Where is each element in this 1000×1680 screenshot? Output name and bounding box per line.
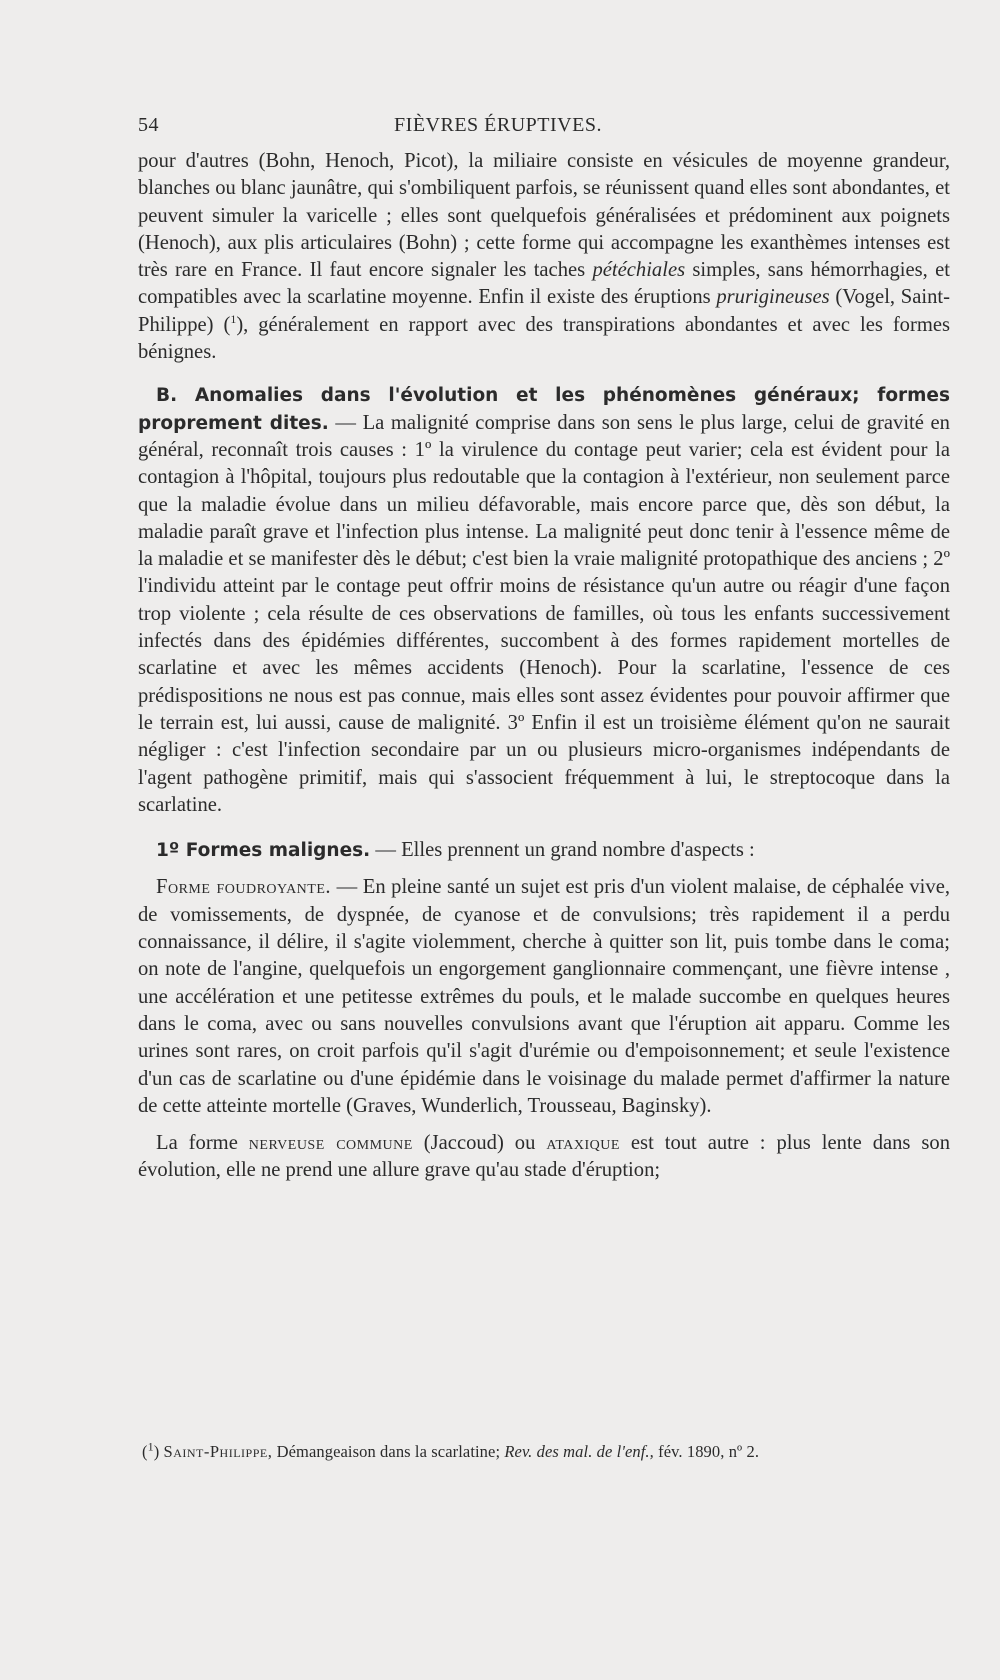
page-body	[138, 148, 950, 1185]
paragraph-forme-foudroyante	[138, 874, 950, 1120]
text-run: (Jaccoud) ou	[412, 1132, 547, 1155]
chapter-title: FIÈVRES ÉRUPTIVES.	[394, 114, 602, 136]
text-run: pour d'autres (Bohn, Henoch, Picot), la miliaire consiste en vésicules de moyenne grandeur, blanches ou blanc jaunâtre, qui s'ombiliquent parfois, se réunissent quand elles sont abondantes, et peuvent simuler la varicelle ; elles sont quelquefois généralisées et prédominent aux poignets (Henoch), aux plis articulaires (Bohn) ; cette forme qui accompagne les exanthèmes intenses est très rare en France. Il faut encore signaler les taches	[138, 150, 950, 282]
footnote: ($^1$) Saint-Philippe, Démangeaison dans la scarlatine; Rev. des mal. de l'enf., fév. 1890, nº 2.	[142, 1439, 760, 1461]
subsection-heading: 1º Formes malignes.	[156, 840, 371, 862]
footnote-ref[interactable]: 1	[230, 311, 237, 326]
paragraph-miliaire	[138, 148, 950, 366]
footnote-mark: 1	[147, 1439, 154, 1454]
italic-term: pétéchiales	[592, 259, 686, 282]
text-run: fév. 1890, nº 2.	[653, 1442, 760, 1461]
text-run: — La malignité comprise dans son sens le plus large, celui de gravité en général, reconnaît trois causes : 1º la virulence du contage peut varier; cela est évident pour la contagion à l'hôpital, toujours plus redoutable que la contagion à l'extérieur, non seulement parce que la maladie évolue dans un milieu défavorable, mais encore parce que, dès son début, la maladie paraît grave et l'infection plus intense. La malignité peut donc tenir à l'essence même de la maladie et se manifester dès le début; c'est bien la vraie malignité protopathique des anciens ; 2º l'individu atteint par le contage peut offrir moins de résistance qu'un autre ou réagir d'une façon trop violente ; cela résulte de ces observations de familles, où tous les enfants successivement infectés dans des épidémies différentes, succombent à des formes rapidement mortelles de scarlatine et avec les mêmes accidents (Henoch). Pour la scarlatine, l'essence de ces prédispositions ne nous est pas connue, mais elles sont assez évidentes pour pouvoir affirmer que le terrain est, lui aussi, cause de malignité. 3º Enfin il est un troisième élément qu'on ne saurait négliger : c'est l'infection secondaire par un ou plusieurs micro-organismes indépendants de l'agent pathogène primitif, mais qui s'associent fréquemment à lui, le streptocoque dans la scarlatine.	[138, 411, 950, 816]
page-number: 54	[138, 114, 159, 136]
form-label: nerveuse commune	[248, 1132, 413, 1155]
paragraph-forme-nerveuse	[138, 1130, 950, 1185]
form-label: ataxique	[546, 1132, 620, 1155]
paragraph-formes-malignes	[138, 837, 950, 864]
text-run: est tout autre : plus lente dans son évolution, elle ne prend une allure grave qu'au stade d'éruption;	[138, 1132, 950, 1182]
italic-term: prurigineuses	[716, 286, 830, 309]
section-heading: B. Anomalies dans l'évolution et les phénomènes généraux; formes proprement dites.	[138, 385, 950, 434]
text-run: — Elles prennent un grand nombre d'aspects :	[370, 839, 755, 862]
paragraph-section-b	[138, 382, 950, 819]
text-run: Démangeaison dans la scarlatine;	[272, 1442, 505, 1461]
text-run: (Vogel, Saint-Philippe) (	[138, 286, 950, 336]
footnote-author: Saint-Philippe,	[163, 1442, 273, 1461]
text-run: simples, sans hémorrhagies, et compatibles avec la scarlatine moyenne. Enfin il existe des éruptions	[138, 259, 950, 309]
text-run: ), généralement en rapport avec des transpirations abondantes et avec les formes bénignes.	[138, 313, 951, 364]
text-run: — En pleine santé un sujet est pris d'un violent malaise, de céphalée vive, de vomissements, de dyspnée, de cyanose et de convulsions; très rapidement il a perdu connaissance, il délire, il s'agite violemment, cherche à quitter son lit, puis tombe dans le coma; on note de l'angine, quelquefois un engorgement ganglionnaire commençant, une fièvre intense , une accélération et une petitesse extrêmes du pouls, et le malade succombe en quelques heures dans le coma, avec ou sans nouvelles convulsions avant que l'éruption ait apparu. Comme les urines sont rares, on croit parfois qu'il s'agit d'urémie ou d'empoisonnement; et seule l'existence d'un cas de scarlatine ou d'une épidémie dans le voisinage du malade permet d'affirmer la nature de cette atteinte mortelle (Graves, Wunderlich, Trousseau, Baginsky).	[138, 876, 950, 1117]
form-label: Forme foudroyante.	[156, 876, 332, 899]
text-run: La forme	[156, 1132, 249, 1155]
footnote-journal: Rev. des mal. de l'enf.,	[504, 1442, 654, 1461]
